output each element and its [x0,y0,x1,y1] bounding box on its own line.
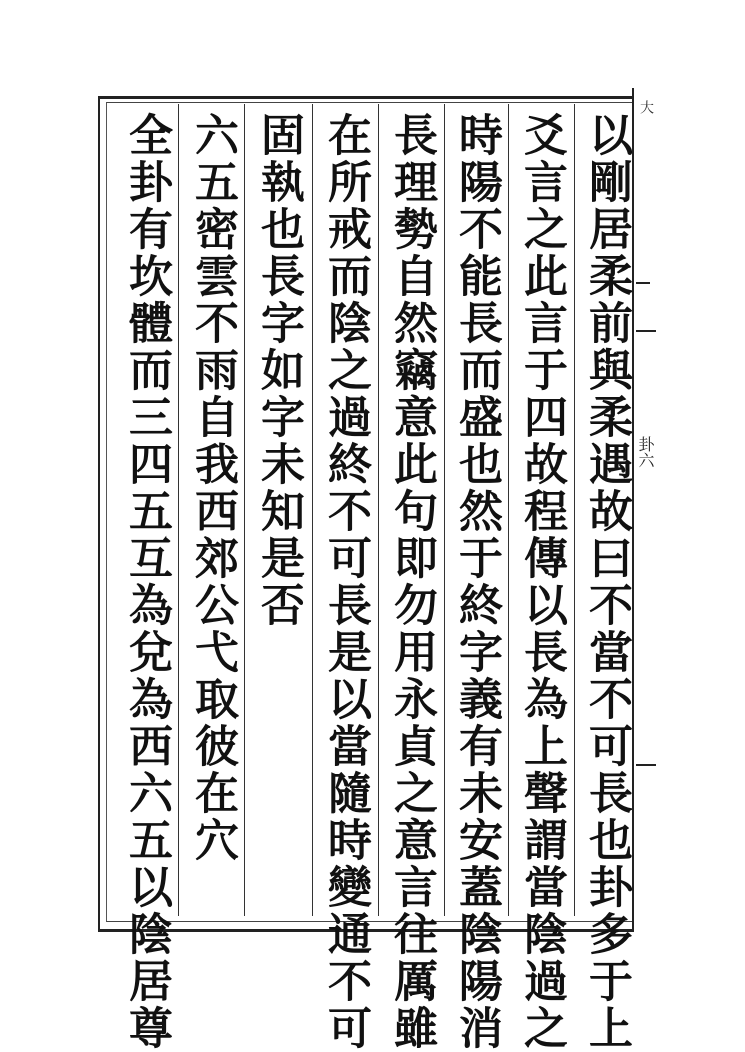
column-divider [444,104,445,916]
text-column-5: 在所戒而陰之過終不可長是以當隨時變通不可 [320,112,371,1052]
column-divider [312,104,313,916]
text-column-2: 爻言之此言于四故程傳以長為上聲謂當陰過之 [516,112,567,1052]
fold-mark [636,282,650,284]
fold-mark [636,764,656,766]
text-column-6: 固執也長字如字未知是否 [253,112,304,629]
fold-top-text: 大 [638,100,654,114]
text-column-8: 全卦有坎體而三四五互為兌為西六五以陰居尊 [121,112,172,1052]
column-divider [508,104,509,916]
fold-mark [636,330,656,332]
column-divider [244,104,245,916]
column-divider [574,104,575,916]
text-column-7: 六五密雲不雨自我西郊公弋取彼在穴 [187,112,238,864]
text-column-3: 時陽不能長而盛也然于終字義有未安蓋陰陽消 [451,112,502,1052]
fold-strip [632,88,660,930]
column-divider [178,104,179,916]
text-column-1: 以剛居柔前與柔遇故曰不當不可長也卦多于上 [581,112,632,1052]
text-column-4: 長理勢自然竊意此句即勿用永貞之意言往厲雖 [386,112,437,1052]
fold-label: 卦六 [636,436,655,468]
column-divider [378,104,379,916]
